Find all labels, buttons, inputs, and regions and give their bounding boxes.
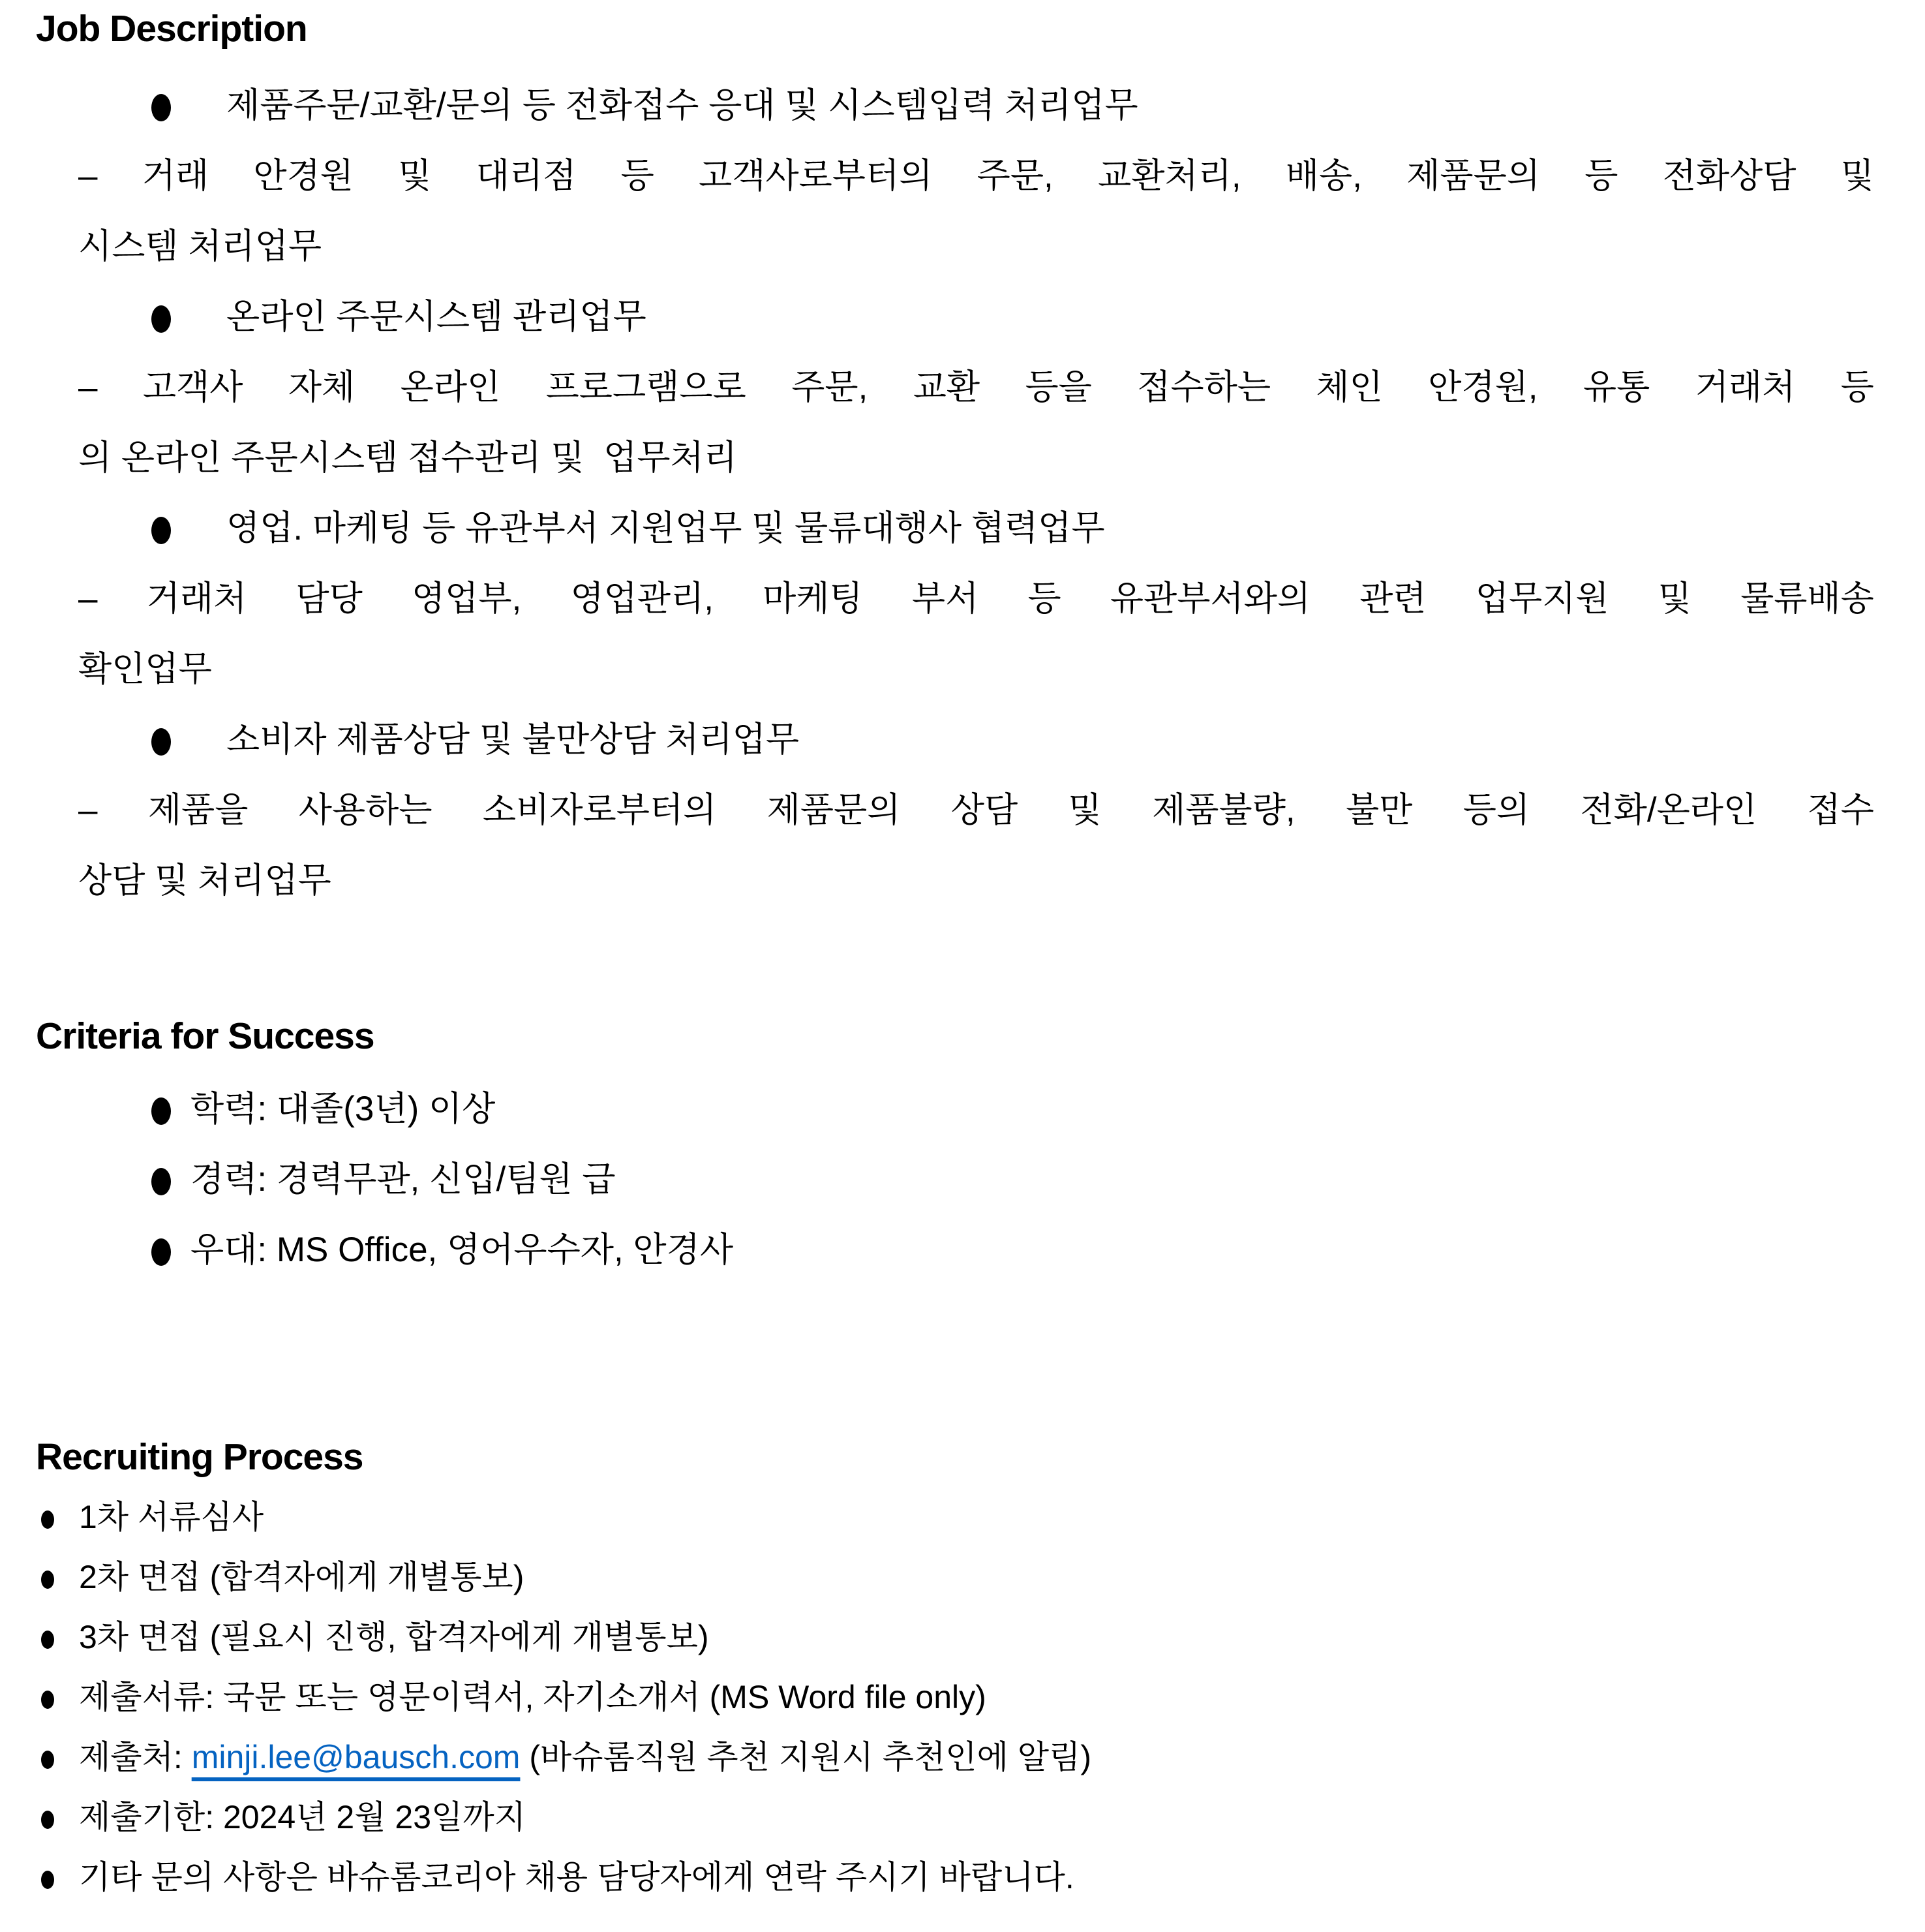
line-text: 학력: 대졸(3년) 이상 xyxy=(190,1090,496,1128)
word: 안경원, xyxy=(1428,368,1538,406)
heading-job-description: Job Description xyxy=(36,8,307,50)
word: 부서 xyxy=(911,579,979,618)
word: 고객사 xyxy=(142,368,243,406)
heading-criteria-for-success: Criteria for Success xyxy=(36,1015,374,1057)
list-item xyxy=(36,493,1874,564)
word: 전화상담 xyxy=(1662,157,1796,195)
word: 유통 xyxy=(1583,368,1650,406)
line-text: 우대: MS Office, 영어우수자, 안경사 xyxy=(190,1231,734,1269)
word: 거래처 xyxy=(1695,368,1796,406)
word: 접수하는 xyxy=(1137,368,1271,406)
line-text-segment: 제출처: xyxy=(79,1739,192,1775)
word: 거래 xyxy=(142,157,209,195)
bullet-icon xyxy=(41,1510,54,1529)
word: 안경원 xyxy=(253,157,354,195)
word: 제품문의 xyxy=(1406,157,1540,195)
list-item xyxy=(36,1727,1874,1787)
line-text: 제품주문/교환/문의 등 전화접수 응대 및 시스템입력 처리업무 xyxy=(226,86,1138,125)
word: 주문, xyxy=(977,157,1053,195)
line-text xyxy=(78,141,1874,211)
section-criteria-for-success xyxy=(36,1011,1874,1285)
line-text xyxy=(78,564,1874,634)
list-item xyxy=(36,1847,1874,1907)
list-item-continuation xyxy=(78,423,1874,493)
word: – xyxy=(78,791,98,829)
word: 교환 xyxy=(913,368,980,406)
word: 교환처리, xyxy=(1098,157,1241,195)
word: 등을 xyxy=(1025,368,1092,406)
word: 및 xyxy=(1658,579,1691,618)
word: 대리점 xyxy=(476,157,577,195)
list-item xyxy=(36,70,1874,141)
line-text: 제출기한: 2024년 2월 23일까지 xyxy=(79,1799,526,1835)
bullet-icon xyxy=(151,305,171,333)
list-item-continuation xyxy=(78,564,1874,634)
line-text xyxy=(78,352,1874,423)
line-text: 3차 면접 (필요시 진행, 합격자에게 개별통보) xyxy=(79,1619,709,1655)
word: 거래처 xyxy=(146,579,247,618)
line-text-segment: (바슈롬직원 추천 지원시 추천인에 알림) xyxy=(520,1739,1091,1775)
word: 제품불량, xyxy=(1152,791,1296,829)
bullet-icon xyxy=(41,1811,54,1829)
list-item xyxy=(36,1787,1874,1847)
bullet-icon xyxy=(151,1238,171,1266)
list-item xyxy=(36,705,1874,775)
list-item-continuation xyxy=(78,634,1874,705)
list-item xyxy=(36,1487,1874,1547)
list-item xyxy=(36,1074,1874,1144)
word: 및 xyxy=(398,157,432,195)
word: 제품을 xyxy=(147,791,249,829)
bullet-icon xyxy=(41,1691,54,1709)
word: 담당 xyxy=(296,579,363,618)
job-description-list xyxy=(36,70,1874,916)
list-item-continuation xyxy=(78,775,1874,846)
word: 소비자로부터의 xyxy=(482,791,717,829)
word: – xyxy=(78,368,98,406)
list-item xyxy=(36,1667,1874,1727)
list-item-continuation xyxy=(78,846,1874,916)
word: 배송, xyxy=(1285,157,1362,195)
line-text: 영업. 마케팅 등 유관부서 지원업무 및 물류대행사 협력업무 xyxy=(226,509,1105,547)
word: – xyxy=(78,579,98,618)
list-item-continuation xyxy=(78,141,1874,211)
line-text xyxy=(78,775,1874,846)
line-text xyxy=(79,1739,1091,1775)
line-text: 의 온라인 주문시스템 접수관리 및 업무처리 xyxy=(78,438,737,477)
line-text: 시스템 처리업무 xyxy=(78,227,322,266)
line-text: 1차 서류심사 xyxy=(79,1499,264,1535)
word: 등 xyxy=(620,157,654,195)
list-item-continuation xyxy=(78,211,1874,282)
bullet-icon xyxy=(151,728,171,756)
list-item xyxy=(36,1144,1874,1215)
bullet-icon xyxy=(41,1571,54,1589)
email-link[interactable]: minji.lee@bausch.com xyxy=(191,1739,521,1775)
word: 및 xyxy=(1840,157,1874,195)
word: 체인 xyxy=(1316,368,1383,406)
word: – xyxy=(78,157,98,195)
bullet-icon xyxy=(151,517,171,544)
bullet-icon xyxy=(41,1631,54,1649)
line-text: 소비자 제품상담 및 불만상담 처리업무 xyxy=(226,720,800,759)
word: 고객사로부터의 xyxy=(699,157,933,195)
word: 유관부서와의 xyxy=(1110,579,1311,618)
line-text: 2차 면접 (합격자에게 개별통보) xyxy=(79,1559,524,1595)
bullet-icon xyxy=(41,1751,54,1769)
word: 사용하는 xyxy=(298,791,432,829)
section-recruiting-process xyxy=(36,1432,1874,1907)
bullet-icon xyxy=(41,1871,54,1889)
line-text: 온라인 주문시스템 관리업무 xyxy=(226,298,646,336)
line-text: 상담 및 처리업무 xyxy=(78,861,331,900)
line-text: 경력: 경력무관, 신입/팀원 급 xyxy=(190,1160,616,1199)
word: 상담 xyxy=(950,791,1018,829)
word: 접수 xyxy=(1807,791,1874,829)
criteria-for-success-list xyxy=(36,1074,1874,1285)
list-item xyxy=(36,282,1874,352)
word: 마케팅 xyxy=(763,579,863,618)
recruiting-process-list xyxy=(36,1487,1874,1907)
word: 제품문의 xyxy=(766,791,901,829)
word: 자체 xyxy=(288,368,356,406)
heading-recruiting-process: Recruiting Process xyxy=(36,1436,363,1478)
word: 및 xyxy=(1068,791,1102,829)
word: 물류배송 xyxy=(1740,579,1874,618)
word: 등 xyxy=(1027,579,1061,618)
word: 주문, xyxy=(791,368,868,406)
bullet-icon xyxy=(151,94,171,121)
word: 영업부, xyxy=(411,579,522,618)
word: 전화/온라인 xyxy=(1580,791,1757,829)
list-item xyxy=(36,1547,1874,1607)
word: 등의 xyxy=(1463,791,1530,829)
word: 불만 xyxy=(1345,791,1413,829)
word: 영업관리, xyxy=(570,579,714,618)
word: 온라인 xyxy=(400,368,501,406)
list-item xyxy=(36,1215,1874,1285)
word: 프로그램으로 xyxy=(545,368,746,406)
section-job-description xyxy=(36,4,1874,916)
line-text: 기타 문의 사항은 바슈롬코리아 채용 담당자에게 연락 주시기 바랍니다. xyxy=(79,1859,1074,1895)
list-item-continuation xyxy=(78,352,1874,423)
word: 등 xyxy=(1584,157,1618,195)
word: 업무지원 xyxy=(1475,579,1609,618)
word: 등 xyxy=(1840,368,1874,406)
list-item xyxy=(36,1607,1874,1667)
bullet-icon xyxy=(151,1097,171,1125)
bullet-icon xyxy=(151,1168,171,1195)
line-text: 확인업무 xyxy=(78,650,212,688)
line-text: 제출서류: 국문 또는 영문이력서, 자기소개서 (MS Word file only) xyxy=(79,1679,986,1715)
word: 관련 xyxy=(1359,579,1427,618)
